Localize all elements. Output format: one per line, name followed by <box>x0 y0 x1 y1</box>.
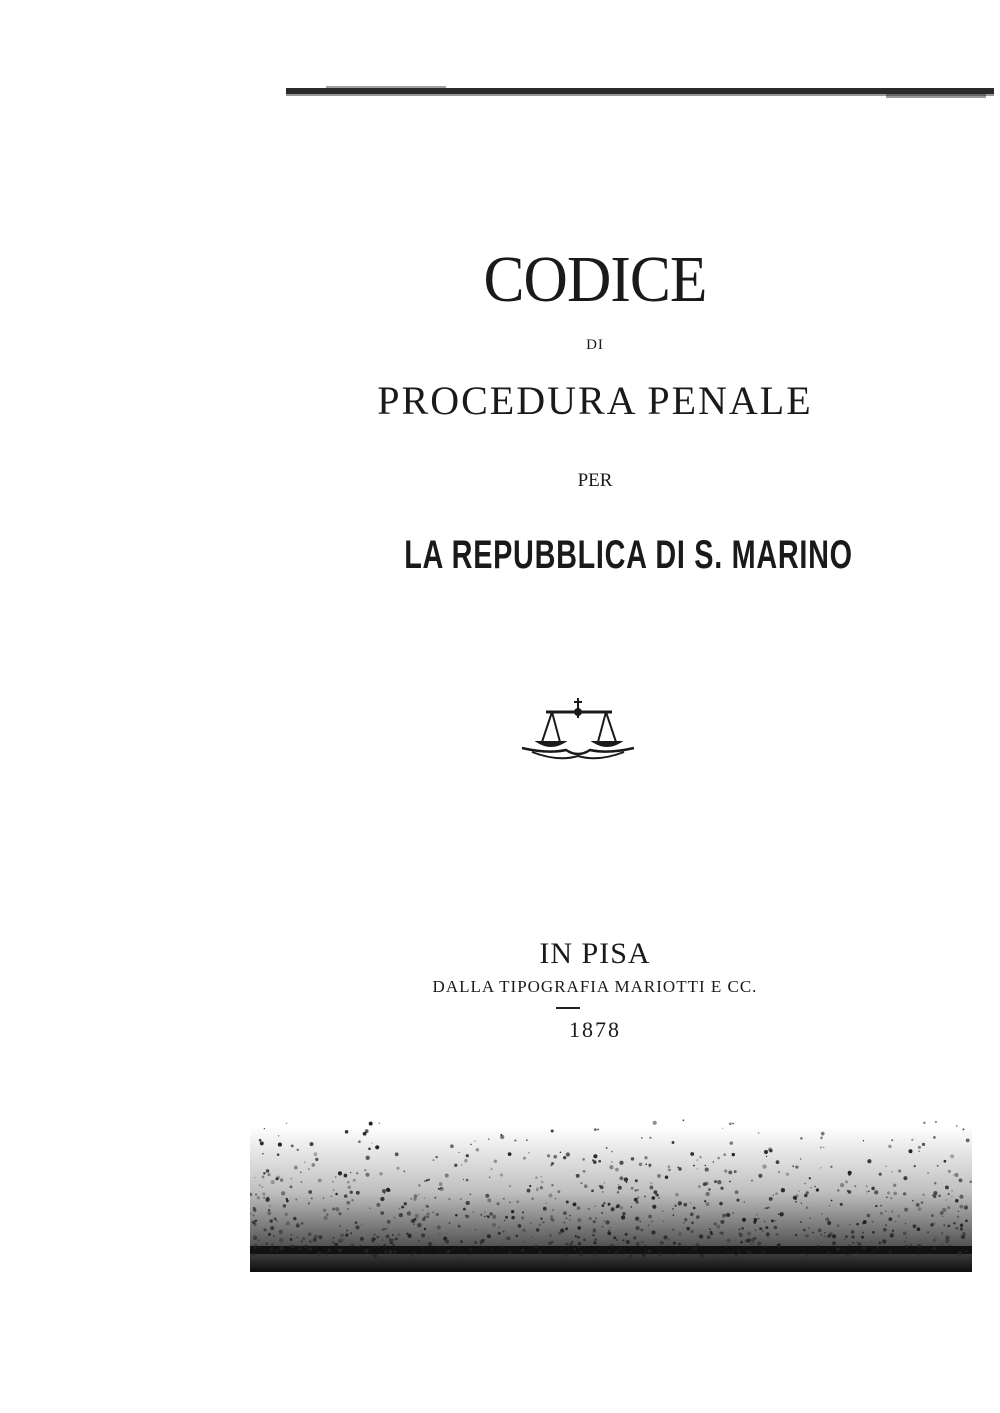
connector-di: DI <box>586 337 604 353</box>
book-title: CODICE <box>483 243 707 316</box>
publication-place: IN PISA <box>539 937 651 970</box>
divider-rule <box>556 1007 580 1009</box>
top-rule <box>286 86 994 98</box>
book-subtitle: PROCEDURA PENALE <box>377 378 813 423</box>
scan-smudge <box>250 1096 972 1272</box>
book-subject: LA REPUBBLICA DI S. MARINO <box>404 533 853 577</box>
publication-year: 1878 <box>569 1017 621 1042</box>
publisher-line: DALLA TIPOGRAFIA MARIOTTI E CC. <box>432 977 758 996</box>
scales-of-justice-icon <box>518 696 638 766</box>
connector-per: PER <box>577 470 613 491</box>
